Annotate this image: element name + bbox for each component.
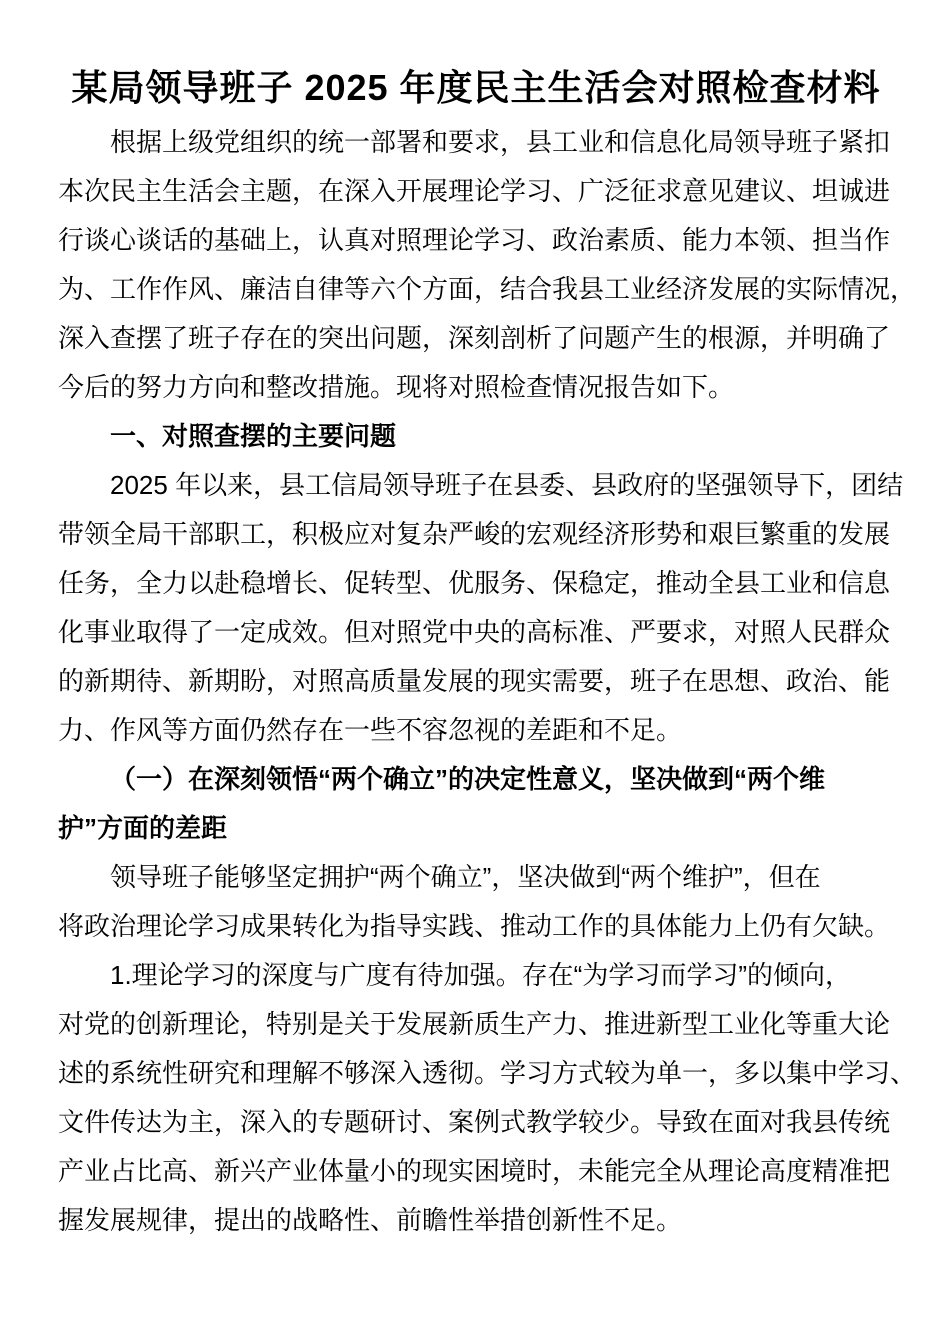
text-line: 任务，全力以赴稳增长、促转型、优服务、保稳定，推动全县工业和信息 <box>58 568 891 598</box>
text-line: 为、工作作风、廉洁自律等六个方面，结合我县工业经济发展的实际情况， <box>58 274 917 304</box>
text-line: 护”方面的差距 <box>58 813 228 843</box>
text-line: 深入查摆了班子存在的突出问题，深刻剖析了问题产生的根源，并明确了 <box>58 323 891 353</box>
text-line: 领导班子能够坚定拥护“两个确立”，坚决做到“两个维护”，但在 <box>110 862 821 892</box>
text-line: 一、对照查摆的主要问题 <box>110 421 397 451</box>
text-line: 文件传达为主，深入的专题研讨、案例式教学较少。导致在面对我县传统 <box>58 1107 891 1137</box>
document-title: 某局领导班子 2025 年度民主生活会对照检查材料 <box>71 67 881 108</box>
document-body <box>58 118 917 1245</box>
paragraph <box>58 461 904 755</box>
text-line: 握发展规律，提出的战略性、前瞻性举措创新性不足。 <box>58 1205 683 1235</box>
paragraph <box>58 118 917 412</box>
section-heading <box>58 755 894 853</box>
paragraph <box>58 853 894 951</box>
text-line: 产业占比高、新兴产业体量小的现实困境时，未能完全从理论高度精准把 <box>58 1156 891 1186</box>
section-heading <box>58 412 894 461</box>
paragraph <box>58 951 917 1245</box>
text-line: （一）在深刻领悟“两个确立”的决定性意义，坚决做到“两个维 <box>110 764 826 794</box>
text-line: 今后的努力方向和整改措施。现将对照检查情况报告如下。 <box>58 372 735 402</box>
text-line: 带领全局干部职工，积极应对复杂严峻的宏观经济形势和艰巨繁重的发展 <box>58 519 891 549</box>
text-line: 的新期待、新期盼，对照高质量发展的现实需要，班子在思想、政治、能 <box>58 666 891 696</box>
text-line: 本次民主生活会主题，在深入开展理论学习、广泛征求意见建议、坦诚进 <box>58 176 891 206</box>
text-line: 对党的创新理论，特别是关于发展新质生产力、推进新型工业化等重大论 <box>58 1009 891 1039</box>
text-line: 力、作风等方面仍然存在一些不容忽视的差距和不足。 <box>58 715 683 745</box>
text-line: 2025 年以来，县工信局领导班子在县委、县政府的坚强领导下，团结 <box>110 470 904 500</box>
text-line: 1.理论学习的深度与广度有待加强。存在“为学习而学习”的倾向， <box>110 960 852 990</box>
text-line: 化事业取得了一定成效。但对照党中央的高标准、严要求，对照人民群众 <box>58 617 891 647</box>
text-line: 根据上级党组织的统一部署和要求，县工业和信息化局领导班子紧扣 <box>110 127 891 157</box>
text-line: 述的系统性研究和理解不够深入透彻。学习方式较为单一，多以集中学习、 <box>58 1058 917 1088</box>
text-line: 行谈心谈话的基础上，认真对照理论学习、政治素质、能力本领、担当作 <box>58 225 891 255</box>
text-line: 将政治理论学习成果转化为指导实践、推动工作的具体能力上仍有欠缺。 <box>58 911 891 941</box>
